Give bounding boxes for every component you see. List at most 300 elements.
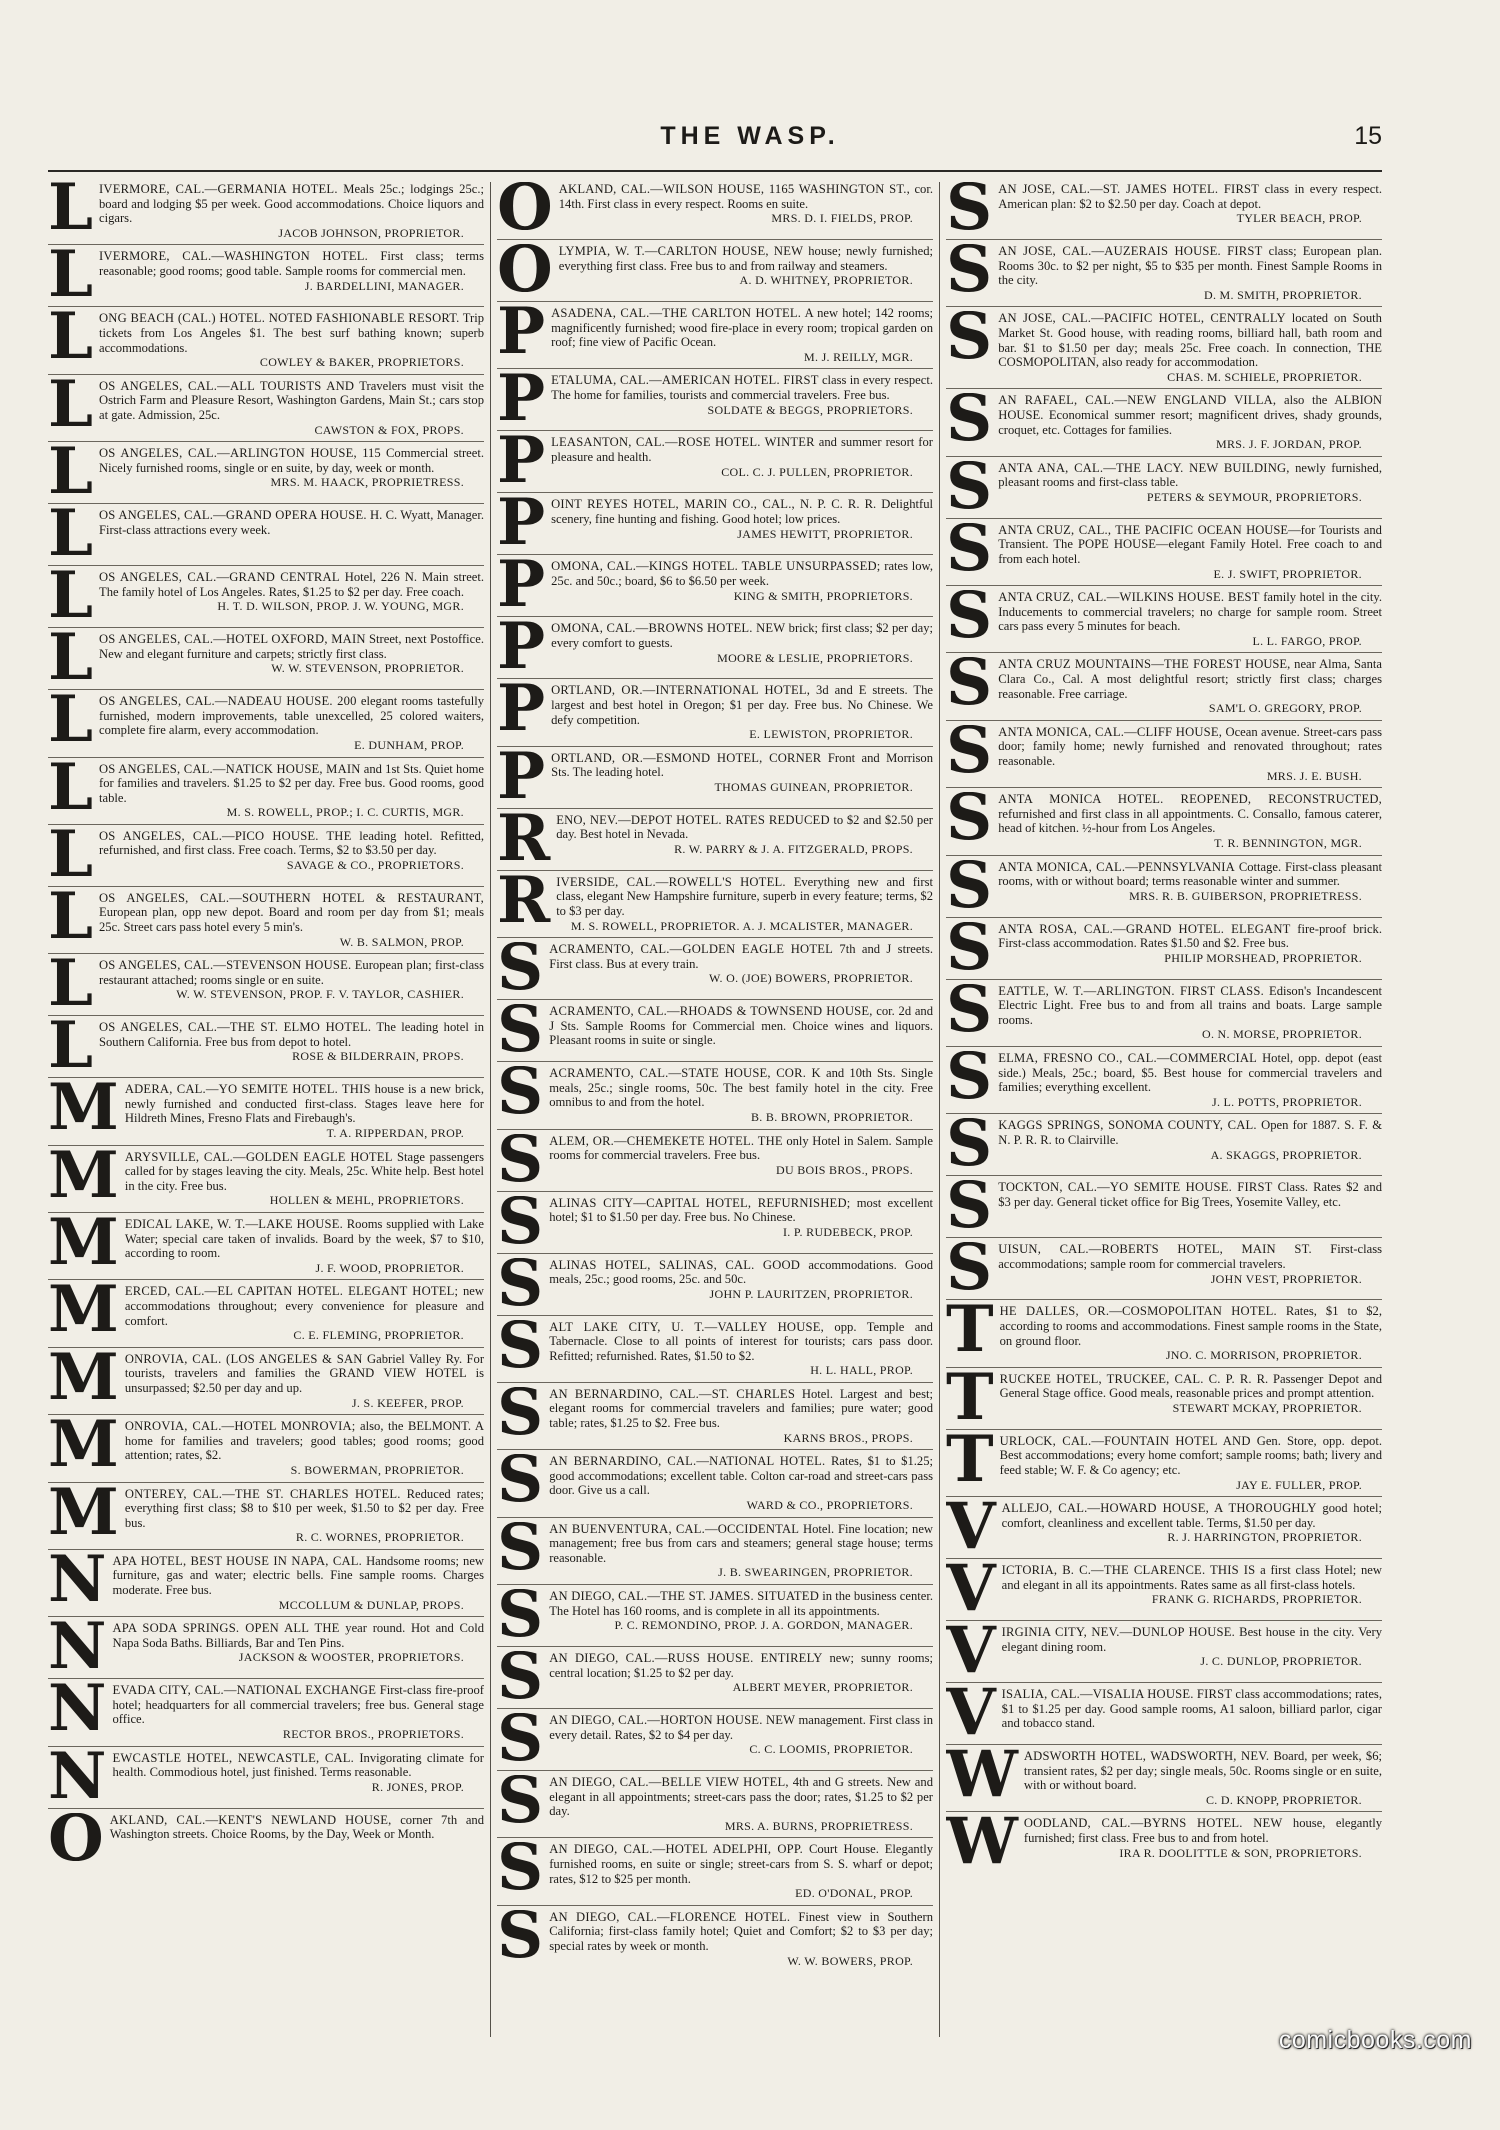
listing-description: N. P. C. R. R. Delightful scenery, fine hunting and fishing. Good hotel; low prices. bbox=[551, 497, 933, 526]
hotel-listing bbox=[946, 725, 1382, 788]
listing-description: Trip tickets from Los Angeles $1. The best surf bathing known; superb accommodations. bbox=[99, 311, 484, 355]
listing-heading: AN RAFAEL, CAL.—NEW ENGLAND VILLA, bbox=[998, 393, 1277, 408]
listing-heading: ASADENA, CAL.—THE CARLTON HOTEL. bbox=[551, 306, 802, 320]
listing-heading: ARYSVILLE, CAL.—GOLDEN EAGLE HOTEL bbox=[124, 1149, 393, 1164]
drop-cap-initial: L bbox=[48, 632, 93, 691]
hotel-listing bbox=[48, 1419, 484, 1482]
listing-proprietor: R. J. HARRINGTON, PROPRIETOR. bbox=[1167, 1530, 1362, 1545]
hotel-listing bbox=[497, 306, 933, 369]
listing-proprietor: MRS. J. F. JORDAN, PROP. bbox=[1216, 437, 1362, 452]
listing-proprietor: J. S. KEEFER, PROP. bbox=[351, 1395, 464, 1410]
listing-description: opp. Temple and Tabernacle. Close to all points of interest for tourists; cars pass door. Refitted; refurnished. Rates, $1.50 to $2. bbox=[549, 1319, 933, 1363]
listing-proprietor: SAM'L O. GREGORY, PROP. bbox=[1208, 701, 1362, 716]
hotel-listing bbox=[48, 1554, 484, 1617]
listing-description: also the ALBION HOUSE. Economical summer resort; magnificent drives, shady grounds, croquet, etc. Cottages for families. bbox=[998, 393, 1382, 437]
drop-cap-initial: L bbox=[48, 249, 93, 308]
listing-heading: ORTLAND, OR.—ESMOND HOTEL, CORNER bbox=[551, 750, 822, 765]
listing-description: class in every respect. The home for families, tourists and commercial travelers. Free bus. bbox=[551, 373, 933, 402]
listing-heading: ENO, NEV.—DEPOT HOTEL. RATES REDUCED bbox=[556, 812, 830, 827]
listing-description: A new hotel; 142 rooms; magnificently furnished; wood fire-place in every room; tropical garden on roof; fine view of Pacific Ocean. bbox=[551, 306, 933, 350]
listing-description: Travelers must visit the Ostrich Farm and Pleasure Resort, Washington Gardens, Main St.; cars stop at gate. Admission, 25c. bbox=[99, 378, 484, 422]
drop-cap-initial: M bbox=[48, 1217, 119, 1280]
hotel-listing bbox=[497, 559, 933, 617]
listing-proprietor: MRS. J. E. BUSH. bbox=[1266, 768, 1362, 783]
listing-heading: IVERSIDE, CAL.—ROWELL'S HOTEL. bbox=[556, 874, 786, 889]
drop-cap-initial: S bbox=[946, 1118, 993, 1177]
drop-cap-initial: L bbox=[48, 694, 93, 758]
hotel-listing bbox=[946, 1051, 1382, 1114]
drop-cap-initial: V bbox=[946, 1687, 996, 1746]
listing-heading: AN DIEGO, CAL.—RUSS HOUSE. ENTIRELY bbox=[549, 1651, 823, 1665]
listing-heading: OS ANGELES, CAL.—THE ST. ELMO HOTEL. bbox=[99, 1020, 372, 1035]
listing-heading: ONG BEACH (CAL.) HOTEL. NOTED FASHIONABLE RESORT. bbox=[99, 311, 460, 326]
listing-heading: AKLAND, CAL.—WILSON HOUSE, 1165 WASHINGTON ST., bbox=[558, 182, 910, 196]
drop-cap-initial: S bbox=[946, 182, 993, 240]
drop-cap-initial: S bbox=[946, 724, 993, 788]
listing-heading: EWCASTLE HOTEL, NEWCASTLE, CAL. bbox=[112, 1750, 354, 1765]
listing-description: new; sunny rooms; central location; $1.25 to $2 per day. bbox=[549, 1651, 933, 1680]
listing-proprietor: PHILIP MORSHEAD, PROPRIETOR. bbox=[1164, 950, 1362, 965]
listing-heading: LYMPIA, W. T.—CARLTON HOUSE, NEW bbox=[558, 244, 804, 258]
listing-proprietor: MRS. A. BURNS, PROPRIETRESS. bbox=[724, 1818, 913, 1833]
listing-proprietor: ALBERT MEYER, PROPRIETOR. bbox=[732, 1680, 913, 1695]
page-number: 15 bbox=[1354, 122, 1382, 150]
drop-cap-initial: S bbox=[946, 921, 993, 980]
drop-cap-initial: M bbox=[48, 1419, 119, 1483]
hotel-listing bbox=[497, 1589, 933, 1647]
listing-description: most excellent hotel; $1 to $1.50 per day. Free bus. No Chinese. bbox=[549, 1195, 933, 1225]
hotel-listing bbox=[48, 1020, 484, 1078]
drop-cap-initial: O bbox=[497, 244, 553, 302]
listing-description: Board, per week, $6; transient rates, $2 per day; single meals, 50c. Rooms single or en suite, with or without board. bbox=[1023, 1749, 1382, 1793]
listing-description: also, the BELMONT. A home for families and travelers; good tables; good rooms; good attention; rates, $2. bbox=[124, 1419, 484, 1463]
drop-cap-initial: M bbox=[48, 1351, 119, 1415]
listing-proprietor: M. J. REILLY, MGR. bbox=[804, 349, 913, 364]
listing-description: Hotel, opp. depot (east side.) Meals, 25c.; board, $5. Best house for commercial travelers and families; everything excellent. bbox=[998, 1050, 1382, 1095]
listing-description: R. Passenger Depot and General Stage office. Good meals, reasonable prices and prompt attention. bbox=[999, 1371, 1382, 1401]
drop-cap-initial: S bbox=[946, 522, 993, 586]
drop-cap-initial: S bbox=[946, 657, 993, 721]
drop-cap-initial: S bbox=[497, 1589, 544, 1647]
listing-heading: ETALUMA, CAL.—AMERICAN HOTEL. FIRST bbox=[551, 373, 819, 388]
hotel-listing bbox=[497, 683, 933, 746]
listing-description: class accommodations; rates, $1 to $1.25 per day. Good sample rooms, A1 saloon, billiard parlor, cigar and tobacco stand. bbox=[1001, 1687, 1382, 1731]
listing-description: Gen. Store, opp. depot. Best accommodations; every home comfort; sample rooms; bath; livery and feed stable; W. F. & Co agency; etc. bbox=[999, 1433, 1382, 1477]
listing-proprietor: JAMES HEWITT, PROPRIETOR. bbox=[737, 526, 913, 541]
listing-proprietor: MRS. M. HAACK, PROPRIETRESS. bbox=[270, 475, 464, 490]
hotel-listing bbox=[497, 244, 933, 302]
listing-heading: OMONA, CAL.—BROWNS HOTEL. NEW bbox=[551, 621, 786, 636]
listing-proprietor: MRS. R. B. GUIBERSON, PROPRIETRESS. bbox=[1129, 888, 1362, 903]
drop-cap-initial: S bbox=[497, 1521, 544, 1585]
listing-description: house; newly furnished; everything first class. Free bus to and from railway and steamers. bbox=[558, 244, 933, 273]
listing-proprietor: W. W. BOWERS, PROP. bbox=[787, 1953, 913, 1968]
listing-description: leading hotel. Refitted, refurnished, and first class. Free coach. Terms, $2 to $3.50 per day. bbox=[99, 828, 484, 858]
listing-proprietor: ROSE & BILDERRAIN, PROPS. bbox=[292, 1049, 464, 1064]
listing-description: Meals 25c.; lodgings 25c.; board and lodging $5 per week. Good accommodations. Choice liquors and cigars. bbox=[99, 182, 484, 226]
hotel-listing bbox=[497, 1066, 933, 1129]
drop-cap-initial: S bbox=[497, 1195, 544, 1254]
listing-proprietor: KING & SMITH, PROPRIETORS. bbox=[733, 588, 913, 603]
listing-heading: KAGGS SPRINGS, SONOMA COUNTY, CAL. bbox=[998, 1118, 1257, 1133]
drop-cap-initial: M bbox=[48, 1284, 119, 1348]
listing-description: HOUSE, near Alma, Santa Clara Co., Cal. A most delightful resort; strictly first class; charges reasonable. Free carriage. bbox=[998, 657, 1382, 701]
listing-heading: IRGINIA CITY, NEV.—DUNLOP HOUSE. bbox=[1001, 1625, 1235, 1640]
listing-heading: ANTA ANA, CAL.—THE LACY. NEW BUILDING, bbox=[998, 460, 1290, 475]
drop-cap-initial: S bbox=[497, 1454, 544, 1518]
hotel-listing bbox=[946, 311, 1382, 389]
listing-proprietor: W. W. STEVENSON, PROP. F. V. TAYLOR, CASHIER. bbox=[176, 987, 464, 1002]
listing-proprietor: J. F. WOOD, PROPRIETOR. bbox=[315, 1260, 464, 1275]
hotel-listing bbox=[48, 1621, 484, 1679]
hotel-listing bbox=[946, 1434, 1382, 1497]
listing-heading: ACRAMENTO, CAL.—RHOADS & TOWNSEND HOUSE, bbox=[549, 1004, 873, 1019]
drop-cap-initial: S bbox=[946, 859, 993, 918]
listing-heading: ACRAMENTO, CAL.—STATE HOUSE, COR. K bbox=[549, 1066, 821, 1081]
listing-proprietor: CHAS. M. SCHIELE, PROPRIETOR. bbox=[1167, 369, 1362, 384]
hotel-listing bbox=[946, 1816, 1382, 1873]
listing-heading: AKLAND, CAL.—KENT'S NEWLAND HOUSE, bbox=[109, 1812, 392, 1827]
listing-proprietor: A. D. WHITNEY, PROPRIETOR. bbox=[739, 273, 913, 288]
drop-cap-initial: S bbox=[497, 1319, 544, 1383]
drop-cap-initial: T bbox=[946, 1371, 994, 1430]
listing-description: Street, next Postoffice. New and elegant furniture and carpets; strictly first class. bbox=[99, 632, 484, 661]
hotel-listing bbox=[946, 1372, 1382, 1430]
drop-cap-initial: S bbox=[497, 1066, 544, 1130]
listing-description: Ocean avenue. Street-cars pass door; family home; newly furnished and renovated throughout; rates reasonable. bbox=[998, 724, 1382, 769]
listing-heading: ICTORIA, B. C.—THE CLARENCE. THIS IS bbox=[1001, 1563, 1256, 1578]
listing-proprietor: C. E. FLEMING, PROPRIETOR. bbox=[293, 1328, 464, 1343]
listing-description: Finest view in Southern California; first-class family hotel; Quiet and Comfort; $2 to $3 per day; special rates by week or month. bbox=[549, 1909, 933, 1953]
listing-description: refurnished and first class in all appointments. C. Consallo, famous caterer, head of kitchen. ½-hour from Los Angeles. bbox=[998, 806, 1382, 836]
listing-description: HOUSE—for Tourists and Transient. The POPE HOUSE—elegant Family Hotel. Free coach to and from each hotel. bbox=[998, 522, 1382, 566]
listing-heading: ANTA CRUZ MOUNTAINS—THE FOREST bbox=[998, 657, 1242, 672]
listing-heading: ANTA CRUZ, CAL.—WILKINS HOUSE. BEST bbox=[998, 590, 1260, 605]
drop-cap-initial: S bbox=[497, 1257, 544, 1316]
drop-cap-initial: S bbox=[497, 1909, 544, 1973]
listing-proprietor: JOHN P. LAURITZEN, PROPRIETOR. bbox=[709, 1286, 913, 1301]
hotel-listing bbox=[946, 1501, 1382, 1559]
listing-description: Rooms supplied with Lake Water; special care taken of invalids. Board by the week, $7 to $10, according to room. bbox=[124, 1217, 484, 1261]
listing-proprietor: D. M. SMITH, PROPRIETOR. bbox=[1203, 287, 1362, 302]
listing-heading: ALT LAKE CITY, U. T.—VALLEY HOUSE, bbox=[549, 1319, 824, 1334]
hotel-listing bbox=[946, 1180, 1382, 1238]
hotel-listing bbox=[497, 1004, 933, 1062]
listing-description: 3d and E streets. The largest and best hotel in Oregon; $1 per day. Free bus. No Chinese. We defy competition. bbox=[551, 683, 933, 727]
listing-heading: ONROVIA, CAL.—HOTEL MONROVIA; bbox=[124, 1419, 356, 1434]
hotel-listing bbox=[497, 1522, 933, 1585]
drop-cap-initial: S bbox=[497, 1386, 544, 1450]
drop-cap-initial: S bbox=[497, 1133, 544, 1192]
listing-proprietor: JACOB JOHNSON, PROPRIETOR. bbox=[278, 225, 464, 240]
listing-description: house is a new brick, newly furnished and conducted first-class. Stages leave here for Hildreth Mines, Fresno Flats and Firebaugh's. bbox=[124, 1082, 484, 1126]
hotel-listing bbox=[946, 182, 1382, 240]
listing-proprietor: W. W. STEVENSON, PROPRIETOR. bbox=[271, 661, 464, 676]
listing-proprietor: FRANK G. RICHARDS, PROPRIETOR. bbox=[1151, 1592, 1362, 1607]
listing-description: Best house in the city. Very elegant dining room. bbox=[1001, 1625, 1382, 1654]
drop-cap-initial: S bbox=[497, 1842, 544, 1906]
listing-proprietor: T. A. RIPPERDAN, PROP. bbox=[326, 1126, 464, 1141]
listing-proprietor: A. SKAGGS, PROPRIETOR. bbox=[1210, 1147, 1362, 1162]
listing-description: cor. 2d and J Sts. Sample Rooms for Commercial men. Choice wines and liquors. Pleasant rooms in suite or single. bbox=[549, 1004, 933, 1048]
listing-heading: OS ANGELES, CAL.—GRAND OPERA HOUSE. bbox=[99, 508, 367, 523]
hotel-listing bbox=[497, 497, 933, 555]
drop-cap-initial: O bbox=[48, 1812, 104, 1870]
drop-cap-initial: S bbox=[946, 393, 993, 457]
listing-description: 115 Commercial street. Nicely furnished rooms, single or en suite, by day, week or month. bbox=[99, 446, 484, 475]
drop-cap-initial: N bbox=[48, 1621, 107, 1680]
listing-description: Hotel. Largest and best; elegant rooms for commercial travelers and families; pure water; good table; rates, $1.25 to $2. Free bus. bbox=[549, 1386, 933, 1431]
listing-heading: ALLEJO, CAL.—HOWARD HOUSE, A THOROUGHLY bbox=[1001, 1501, 1317, 1516]
listing-description: only Hotel in Salem. Sample rooms for commercial travelers. Free bus. bbox=[549, 1133, 933, 1163]
listing-heading: APA SODA SPRINGS. OPEN ALL THE bbox=[112, 1621, 340, 1636]
listing-heading: OS ANGELES, CAL.—NADEAU HOUSE. 200 bbox=[99, 694, 357, 709]
listing-description: management. First class in every detail. Rates, $2 to $4 per day. bbox=[549, 1713, 933, 1742]
hotel-listing bbox=[946, 1749, 1382, 1812]
listing-proprietor: R. C. WORNES, PROPRIETOR. bbox=[295, 1530, 464, 1545]
listing-description: Rates, $1 to $2, according to rooms and accommodations. Finest sample rooms in the State, on ground floor. bbox=[999, 1304, 1382, 1348]
listing-proprietor: H. T. D. WILSON, PROP. J. W. YOUNG, MGR. bbox=[217, 599, 464, 614]
listing-proprietor: J. C. DUNLOP, PROPRIETOR. bbox=[1200, 1654, 1362, 1669]
listing-heading: OS ANGELES, CAL.—SOUTHERN HOTEL & RESTAURANT, bbox=[99, 890, 484, 905]
listing-description: Class. Rates $2 and $3 per day. General ticket office for Big Trees, Yosemite Valley, etc. bbox=[998, 1180, 1382, 1209]
hotel-listing bbox=[946, 1625, 1382, 1683]
listing-description: 4th and G streets. New and elegant in all appointments; street-cars pass the door; rates, $1.25 to $2 per day. bbox=[549, 1775, 933, 1819]
listing-description: cor. 14th. First class in every respect. Rooms en suite. bbox=[558, 182, 933, 211]
listing-proprietor: SAVAGE & CO., PROPRIETORS. bbox=[286, 858, 464, 873]
drop-cap-initial: P bbox=[497, 683, 546, 747]
listing-heading: ANTA CRUZ, CAL., THE PACIFIC OCEAN bbox=[998, 522, 1242, 537]
drop-cap-initial: N bbox=[48, 1553, 107, 1617]
hotel-listing bbox=[497, 1196, 933, 1254]
listing-proprietor: R. JONES, PROP. bbox=[371, 1779, 464, 1794]
listing-description: First-class fire-proof hotel; headquarters for all commercial travelers; free bus. General stage office. bbox=[112, 1683, 484, 1727]
hotel-listing bbox=[48, 891, 484, 954]
hotel-listing bbox=[497, 1910, 933, 1972]
listing-description: Hotel, 226 N. Main street. The family hotel of Los Angeles. Rates, $1.25 to $2 per day. Free coach. bbox=[99, 570, 484, 599]
column-divider bbox=[939, 182, 940, 2037]
drop-cap-initial: L bbox=[48, 508, 93, 567]
hotel-listing bbox=[946, 1242, 1382, 1300]
hotel-listing bbox=[946, 657, 1382, 720]
listing-description: brick; first class; $2 per day; every comfort to guests. bbox=[551, 621, 933, 650]
listing-heading: OS ANGELES, CAL.—STEVENSON HOUSE. bbox=[99, 958, 352, 973]
listing-proprietor: HOLLEN & MEHL, PROPRIETORS. bbox=[269, 1193, 464, 1208]
drop-cap-initial: S bbox=[946, 460, 993, 519]
drop-cap-initial: S bbox=[946, 983, 993, 1047]
listing-proprietor: MCCOLLUM & DUNLAP, PROPS. bbox=[278, 1597, 464, 1612]
listing-proprietor: COL. C. J. PULLEN, PROPRIETOR. bbox=[721, 464, 913, 479]
listing-heading: OS ANGELES, CAL.—GRAND CENTRAL bbox=[99, 570, 340, 585]
drop-cap-initial: S bbox=[497, 1713, 544, 1771]
hotel-listing bbox=[48, 1082, 484, 1145]
hotel-listing bbox=[48, 1813, 484, 1870]
listing-heading: OODLAND, CAL.—BYRNS HOTEL. NEW bbox=[1023, 1816, 1283, 1831]
hotel-listing bbox=[497, 1713, 933, 1771]
hotel-listing bbox=[48, 182, 484, 245]
drop-cap-initial: T bbox=[946, 1433, 994, 1497]
listing-description: elegant rooms tastefully furnished, modern improvements, table unexcelled, 25 colored waiters, complete fire alarm, every accommodation. bbox=[99, 694, 484, 738]
drop-cap-initial: W bbox=[946, 1749, 1018, 1813]
listing-heading: AN DIEGO, CAL.—BELLE VIEW HOTEL, bbox=[549, 1775, 789, 1789]
listing-description: a first class Hotel; new and elegant in all its appointments. Rates same as all first-class hotels. bbox=[1001, 1563, 1382, 1592]
listing-proprietor: C. D. KNOPP, PROPRIETOR. bbox=[1205, 1792, 1362, 1807]
listing-heading: EDICAL LAKE, W. T.—LAKE HOUSE. bbox=[124, 1217, 343, 1231]
listing-heading: OS ANGELES, CAL.—ALL TOURISTS AND bbox=[99, 378, 355, 393]
listing-heading: AN BERNARDINO, CAL.—ST. CHARLES bbox=[549, 1386, 796, 1401]
drop-cap-initial: S bbox=[946, 1180, 993, 1239]
hotel-listing bbox=[497, 1454, 933, 1517]
listing-description: class in every respect. American plan: $2 to $2.50 per day. Coach at depot. bbox=[998, 182, 1382, 211]
listing-description: H. C. Wyatt, Manager. First-class attractions every week. bbox=[99, 508, 484, 537]
drop-cap-initial: L bbox=[48, 570, 93, 629]
listing-description: family hotel in the city. Inducements to commercial travelers; no charge for sample room. Street cars pass every 5 minutes for beach. bbox=[998, 590, 1382, 634]
listing-proprietor: ED. O'DONAL, PROP. bbox=[795, 1886, 913, 1901]
listing-description: Court House. Elegantly furnished rooms, en suite or single; street-cars from S. S. wharf or depot; rates, $12 to $25 per month. bbox=[549, 1842, 933, 1886]
listing-description: Handsome rooms; new furniture, gas and water; electric bells. Fine sample rooms. Charges moderate. Free bus. bbox=[112, 1553, 484, 1598]
hotel-listing bbox=[48, 694, 484, 757]
listing-description: Front and Morrison Sts. The leading hotel. bbox=[551, 750, 933, 780]
listing-proprietor: JNO. C. MORRISON, PROPRIETOR. bbox=[1165, 1348, 1362, 1363]
hotel-listing bbox=[48, 446, 484, 504]
listing-description: in the business center. The Hotel has 160 rooms, and is complete in all its appointments. bbox=[549, 1589, 933, 1618]
listing-description: new accommodations throughout; every convenience for pleasure and comfort. bbox=[124, 1284, 484, 1328]
hotel-listing bbox=[946, 1304, 1382, 1367]
drop-cap-initial: L bbox=[48, 378, 93, 442]
listing-proprietor: H. L. HALL, PROP. bbox=[810, 1363, 913, 1378]
listing-heading: OS ANGELES, CAL.—PICO HOUSE. THE bbox=[99, 828, 352, 843]
listing-description: accommodations. Good meals, 25c.; good rooms, 25c. and 50c. bbox=[549, 1257, 933, 1287]
listing-heading: ALEM, OR.—CHEMEKETE HOTEL. THE bbox=[549, 1133, 783, 1148]
listing-heading: ADSWORTH HOTEL, WADSWORTH, NEV. bbox=[1023, 1749, 1270, 1764]
hotel-listing bbox=[946, 1118, 1382, 1176]
hotel-listing bbox=[48, 762, 484, 825]
listing-description: to $2 and $2.50 per day. Best hotel in Nevada. bbox=[556, 812, 933, 842]
listing-proprietor: JOHN VEST, PROPRIETOR. bbox=[1210, 1271, 1362, 1286]
hotel-listing bbox=[497, 813, 933, 871]
listing-heading: ORTLAND, OR.—INTERNATIONAL HOTEL, bbox=[551, 683, 811, 698]
listing-proprietor: B. B. BROWN, PROPRIETOR. bbox=[750, 1109, 913, 1124]
listing-description: Gabriel Valley Ry. For tourists, travelers and families the GRAND VIEW HOTEL is unsurpassed; $2.50 per day and up. bbox=[124, 1351, 484, 1395]
listing-description: house, elegantly furnished; first class. Free bus to and from hotel. bbox=[1023, 1816, 1382, 1846]
drop-cap-initial: S bbox=[946, 792, 993, 856]
drop-cap-initial: L bbox=[48, 311, 93, 375]
listing-proprietor: CAWSTON & FOX, PROPS. bbox=[314, 422, 464, 437]
hotel-listing bbox=[48, 632, 484, 690]
listing-description: 7th and J streets. First class. Bus at every train. bbox=[549, 942, 933, 971]
listing-heading: ALINAS CITY—CAPITAL HOTEL, REFURNISHED; bbox=[549, 1195, 851, 1210]
hotel-listing bbox=[48, 1150, 484, 1213]
listing-proprietor: C. C. LOOMIS, PROPRIETOR. bbox=[749, 1742, 913, 1757]
listing-heading: ACRAMENTO, CAL.—GOLDEN EAGLE HOTEL bbox=[549, 942, 834, 957]
hotel-listing bbox=[946, 461, 1382, 519]
listing-proprietor: E. LEWISTON, PROPRIETOR. bbox=[749, 727, 913, 742]
listing-heading: AN JOSE, CAL.—ST. JAMES HOTEL. FIRST bbox=[998, 182, 1260, 196]
hotel-listing bbox=[48, 1284, 484, 1347]
hotel-listing bbox=[946, 393, 1382, 456]
listing-heading: OS ANGELES, CAL.—HOTEL OXFORD, MAIN bbox=[99, 632, 366, 647]
hotel-listing bbox=[497, 1842, 933, 1905]
header-rule bbox=[48, 170, 1382, 172]
hotel-listing bbox=[48, 508, 484, 566]
listing-proprietor: SOLDATE & BEGGS, PROPRIETORS. bbox=[707, 402, 913, 417]
listing-description: class; European plan. Rooms 30c. to $2 per night, $5 to $35 per month. Finest Sample Rooms in the city. bbox=[998, 244, 1382, 288]
hotel-listing bbox=[497, 1320, 933, 1383]
hotel-listing bbox=[497, 751, 933, 809]
listing-heading: RUCKEE HOTEL, TRUCKEE, CAL. C. P. R. bbox=[999, 1371, 1252, 1386]
listing-heading: AN JOSE, CAL.—AUZERAIS HOUSE. FIRST bbox=[998, 244, 1263, 258]
drop-cap-initial: S bbox=[497, 942, 544, 1001]
hotel-listing bbox=[497, 182, 933, 240]
hotel-listing bbox=[946, 590, 1382, 653]
drop-cap-initial: L bbox=[48, 1020, 93, 1079]
listing-proprietor: J. BARDELLINI, MANAGER. bbox=[304, 278, 464, 293]
listing-proprietor: O. N. MORSE, PROPRIETOR. bbox=[1201, 1027, 1362, 1042]
drop-cap-initial: S bbox=[946, 311, 993, 375]
drop-cap-initial: L bbox=[48, 828, 93, 887]
drop-cap-initial: T bbox=[946, 1304, 994, 1368]
column-3 bbox=[946, 182, 1382, 2042]
listing-heading: OMONA, CAL.—KINGS HOTEL. TABLE UNSURPASSED; bbox=[551, 559, 881, 574]
drop-cap-initial: L bbox=[48, 958, 93, 1017]
listing-description: and 1st Sts. Quiet home for families and travelers. $1.25 to $2 per day. Free bus. Good rooms, good table. bbox=[99, 761, 484, 805]
hotel-listing bbox=[497, 1775, 933, 1838]
listing-description: corner 7th and Washington streets. Choice Rooms, by the Day, Week or Month. bbox=[109, 1812, 484, 1842]
listing-description: Rates, $1 to $1.25; good accommodations; excellent table. Colton car-road and street-cars pass door. Give us a call. bbox=[549, 1454, 933, 1498]
hotel-listing bbox=[497, 435, 933, 493]
column-1 bbox=[48, 182, 484, 2042]
listing-proprietor: P. C. REMONDINO, PROP. J. A. GORDON, MANAGER. bbox=[614, 1618, 913, 1633]
hotel-listing bbox=[946, 244, 1382, 307]
drop-cap-initial: L bbox=[48, 890, 93, 954]
listing-description: rates low, 25c. and 50c.; board, $6 to $6.50 per week. bbox=[551, 559, 933, 588]
listing-heading: AN DIEGO, CAL.—THE ST. JAMES. SITUATED bbox=[549, 1589, 819, 1603]
listing-description: Stage passengers called for by stages leaving the city. Meals, 25c. White help. Best hotel in the city. Free bus. bbox=[124, 1149, 484, 1193]
listing-description: located on South Market St. Good house, with reading rooms, billiard hall, bath room and bar. $1 to $1.50 per day; meals 25c. Free coach. In connection, THE COSMOPOLITAN, also ready for accommodation. bbox=[998, 311, 1382, 370]
hotel-listing bbox=[48, 1487, 484, 1550]
listing-proprietor: MRS. D. I. FIELDS, PROP. bbox=[771, 211, 913, 226]
listing-proprietor: E. DUNHAM, PROP. bbox=[354, 737, 464, 752]
listing-proprietor: W. B. SALMON, PROP. bbox=[339, 934, 464, 949]
listing-heading: ALINAS HOTEL, SALINAS, CAL. GOOD bbox=[549, 1257, 801, 1272]
listing-heading: OS ANGELES, CAL.—ARLINGTON HOUSE, bbox=[99, 446, 357, 461]
listing-proprietor: M. S. ROWELL, PROP.; I. C. CURTIS, MGR. bbox=[226, 805, 464, 820]
listing-proprietor: THOMAS GUINEAN, PROPRIETOR. bbox=[714, 779, 913, 794]
listing-heading: AN JOSE, CAL.—PACIFIC HOTEL, CENTRALLY bbox=[998, 311, 1286, 326]
listing-description: First class; terms reasonable; good rooms; good table. Sample rooms for commercial men. bbox=[99, 249, 484, 278]
listing-heading: LEASANTON, CAL.—ROSE HOTEL. WINTER bbox=[551, 435, 815, 450]
listing-heading: ANTA MONICA HOTEL. REOPENED, RECONSTRUCTED, bbox=[998, 792, 1382, 807]
drop-cap-initial: S bbox=[497, 1651, 544, 1709]
watermark: comicbooks.com bbox=[1278, 2026, 1472, 2054]
drop-cap-initial: R bbox=[497, 874, 551, 938]
listing-heading: AN BERNARDINO, CAL.—NATIONAL HOTEL. bbox=[549, 1454, 826, 1469]
hotel-listing bbox=[497, 373, 933, 431]
hotel-listing bbox=[946, 523, 1382, 586]
listing-proprietor: COWLEY & BAKER, PROPRIETORS. bbox=[259, 355, 464, 370]
column-divider bbox=[490, 182, 491, 2037]
hotel-listing bbox=[48, 379, 484, 442]
hotel-listing bbox=[48, 1683, 484, 1746]
listing-heading: HE DALLES, OR.—COSMOPOLITAN HOTEL. bbox=[999, 1304, 1277, 1319]
drop-cap-initial: P bbox=[497, 559, 546, 618]
hotel-listing bbox=[48, 1217, 484, 1280]
listing-proprietor: TYLER BEACH, PROP. bbox=[1236, 211, 1362, 226]
listing-proprietor: J. B. SWEARINGEN, PROPRIETOR. bbox=[718, 1565, 913, 1580]
drop-cap-initial: S bbox=[946, 1050, 993, 1114]
drop-cap-initial: P bbox=[497, 497, 546, 556]
listing-description: European plan, opp new depot. Board and room per day from $1; meals 25c. Street cars pass hotel every 5 min's. bbox=[99, 905, 484, 935]
